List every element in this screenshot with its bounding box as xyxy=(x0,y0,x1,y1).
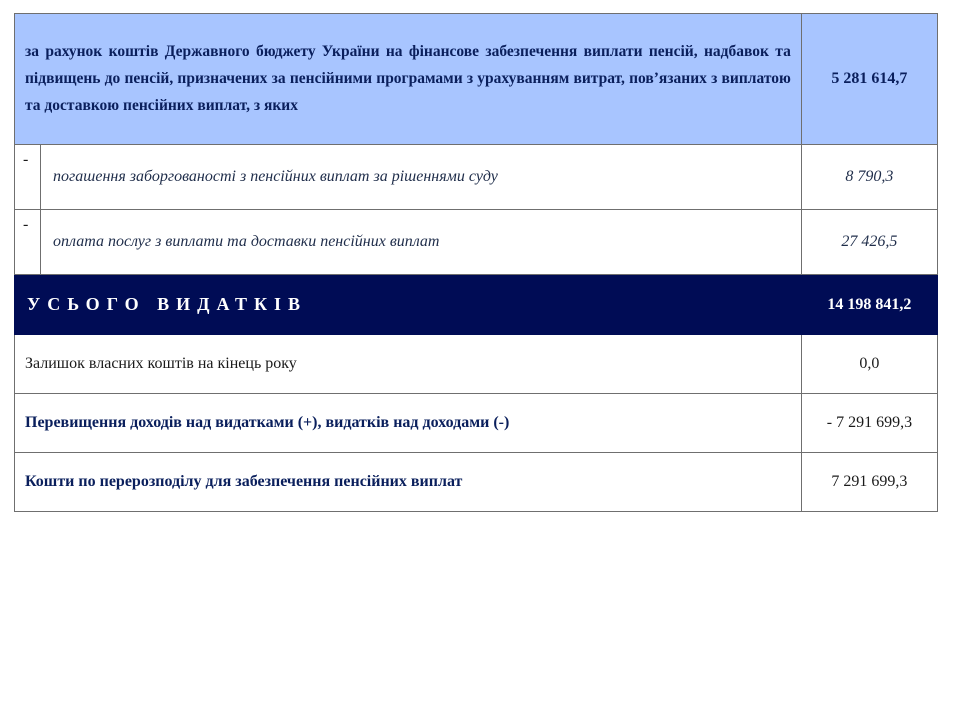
table-row-court-debt xyxy=(15,145,938,210)
row-description: Кошти по перерозподілу для забезпечення пенсійних виплат xyxy=(15,453,802,512)
row-value: 27 426,5 xyxy=(801,210,937,275)
row-value: 5 281 614,7 xyxy=(801,14,937,145)
row-description: УСЬОГО ВИДАТКІВ xyxy=(15,275,802,335)
budget-table xyxy=(14,13,938,512)
row-description: Залишок власних коштів на кінець року xyxy=(15,335,802,394)
row-value: 14 198 841,2 xyxy=(801,275,937,335)
row-description: Перевищення доходів над видатками (+), видатків над доходами (-) xyxy=(15,394,802,453)
row-description: оплата послуг з виплати та доставки пенсійних виплат xyxy=(41,210,802,275)
row-value: 8 790,3 xyxy=(801,145,937,210)
table-row-delivery-services xyxy=(15,210,938,275)
table-row-total-expenses xyxy=(15,275,938,335)
row-value: - 7 291 699,3 xyxy=(801,394,937,453)
row-description: за рахунок коштів Державного бюджету України на фінансове забезпечення виплати пенсій, надбавок та підвищень до пенсій, призначених за пенсійними програмами з урахуванням витрат, пов’язаних з виплатою та доставкою пенсійних виплат, з яких xyxy=(15,14,802,145)
row-marker: - xyxy=(15,210,41,275)
table-row-redistribution-funds xyxy=(15,453,938,512)
row-value: 7 291 699,3 xyxy=(801,453,937,512)
table-row-surplus-deficit xyxy=(15,394,938,453)
table-row-state-budget xyxy=(15,14,938,145)
table-row-own-funds-balance xyxy=(15,335,938,394)
row-marker: - xyxy=(15,145,41,210)
row-description: погашення заборгованості з пенсійних виплат за рішеннями суду xyxy=(41,145,802,210)
row-value: 0,0 xyxy=(801,335,937,394)
